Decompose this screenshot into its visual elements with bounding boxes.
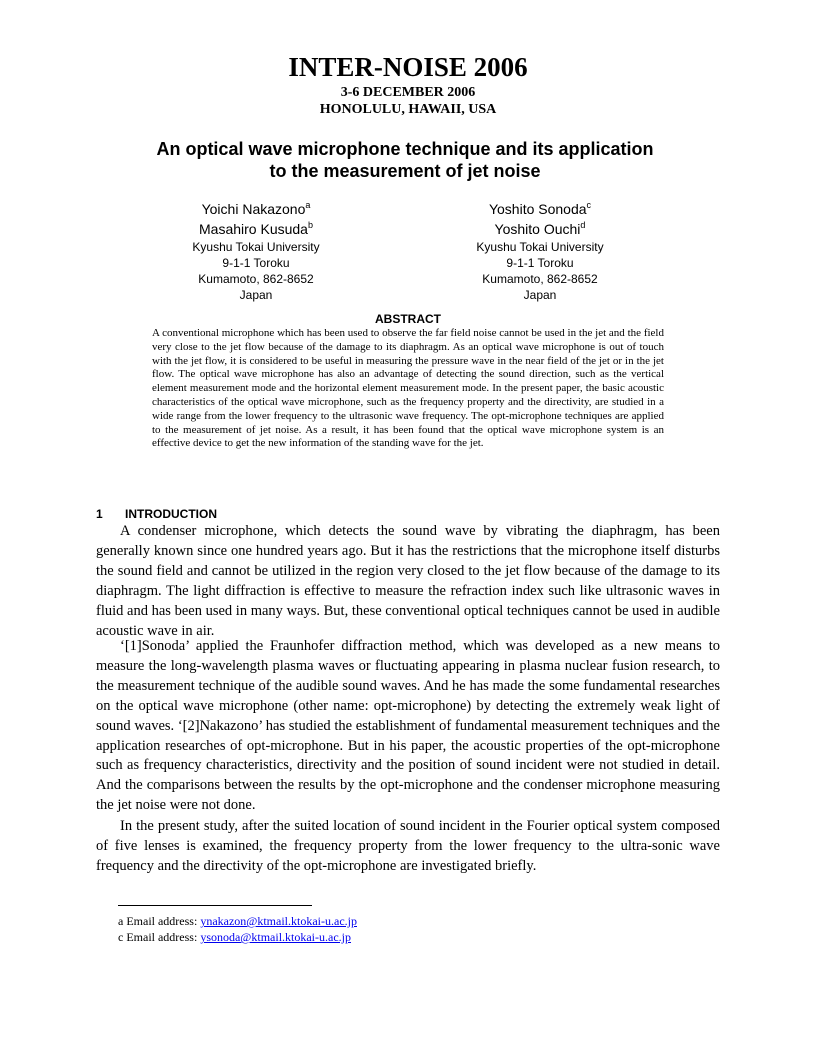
author-name: Yoshito Sonoda$^c$ — [488, 200, 592, 217]
conference-date: 3-6 DECEMBER 2006 — [340, 85, 476, 100]
affiliation-line: Japan — [239, 288, 273, 302]
footnote-divider — [118, 905, 312, 906]
paragraph-text: In the present study, after the suited location of sound incident in the Fourier optical system composed of five lenses is examined, the frequency property from the lower frequency to the ultra-sonic wave frequency and the directivity of the opt-microphone are investigated briefly. — [96, 818, 720, 874]
author-affiliation-mark: a — [305, 200, 311, 210]
section-number: 1 — [96, 507, 103, 521]
affiliation-line: 9-1-1 Toroku — [506, 256, 574, 270]
author-affiliation-mark: c — [586, 200, 592, 210]
affiliation-line: Kumamoto, 862-8652 — [198, 272, 314, 286]
body-paragraph-2 — [96, 637, 720, 816]
paragraph-text: A condenser microphone, which detects the sound wave by vibrating the diaphragm, has been generally known since one hundred years ago. But it has the restrictions that the microphone itself disturbs the sound field and cannot be utilized in the region very closed to the jet flow because of the damage to its diaphragm. The light diffraction is effective to measure the refraction index such like ultrasonic waves in fluid and has been used in many ways. But, these conventional optical techniques cannot be used in audible acoustic wave in air. — [96, 523, 720, 639]
author-name: Yoshito Ouchi$^d$ — [494, 220, 586, 237]
affiliation-line: 9-1-1 Toroku — [222, 256, 290, 270]
email-link-a[interactable]: ynakazon@ktmail.ktokai-u.ac.jp — [200, 914, 357, 928]
paragraph-text: ‘[1]Sonoda’ applied the Fraunhofer diffraction method, which was developed as a new means to measure the long-wavelength plasma waves or fluctuating appearing in plasma nuclear fusion research, to the measurement technique of the audible sound waves. And he has made the some fundamental researches on the optical wave microphone (other name: opt-microphone) by detecting the extremely weak light of sound waves. ‘[2]Nakazono’ has studied the establishment of fundamental measurement techniques and the application researches of opt-microphone. But in his paper, the acoustic properties of the opt-microphone such as frequency characteristics, directivity and the position of sound incident were not studied in detail. And the comparisons between the results by the opt-microphone and the condenser microphone measuring the jet noise were not done. — [96, 638, 720, 814]
body-paragraph-3 — [96, 817, 720, 877]
conference-location: HONOLULU, HAWAII, USA — [319, 102, 497, 117]
footnotes — [118, 913, 618, 945]
paper-title-line-2: to the measurement of jet noise — [269, 161, 541, 181]
author-name: Yoichi Nakazono$^a$ — [201, 200, 311, 217]
footnote-c: c Email address: ysonoda@ktmail.ktokai-u.ac.jp — [118, 930, 351, 944]
paper-title-line-1: An optical wave microphone technique and its application — [156, 139, 654, 159]
section-heading — [96, 507, 217, 521]
author-affiliation-mark: d — [580, 220, 586, 230]
abstract-heading: ABSTRACT — [375, 312, 441, 326]
affiliation-line: Kyushu Tokai University — [192, 240, 320, 254]
paper-title — [140, 138, 670, 182]
conference-title: INTER-NOISE 2006 — [288, 52, 528, 82]
author-block-left — [126, 199, 386, 303]
email-link-c[interactable]: ysonoda@ktmail.ktokai-u.ac.jp — [200, 930, 351, 944]
footnote-a: a Email address: ynakazon@ktmail.ktokai-u.ac.jp — [118, 914, 357, 928]
author-name: Masahiro Kusuda$^b$ — [199, 220, 313, 237]
section-title: INTRODUCTION — [125, 507, 217, 521]
author-affiliation-mark: b — [307, 220, 313, 230]
body-paragraph-1 — [96, 522, 720, 641]
abstract-text: A conventional microphone which has been used to observe the far field noise cannot be used in the jet and the field very close to the jet flow because of the damage to its diaphragm. As an optical wave microphone is out of touch with the jet flow, it is considered to be useful in measuring the pressure wave in the near field of the jet or in the jet flow. The optical wave microphone has also an advantage of detecting the sound direction, such as the vertical element measurement mode and the horizontal element measurement mode. In the present paper, the basic acoustic characteristics of the optical wave microphone, such as the frequency property and the directivity, are studied in a wide range from the lower frequency to the ultrasonic wave frequency. The opt-microphone techniques are applied to the measurement of jet noise. As a result, it has been found that the optical wave microphone system is an effective device to get the new information of the standing wave for the jet. — [152, 327, 664, 450]
affiliation-line: Kyushu Tokai University — [476, 240, 604, 254]
affiliation-line: Japan — [523, 288, 557, 302]
affiliation-line: Kumamoto, 862-8652 — [482, 272, 598, 286]
author-block-right — [410, 199, 670, 303]
